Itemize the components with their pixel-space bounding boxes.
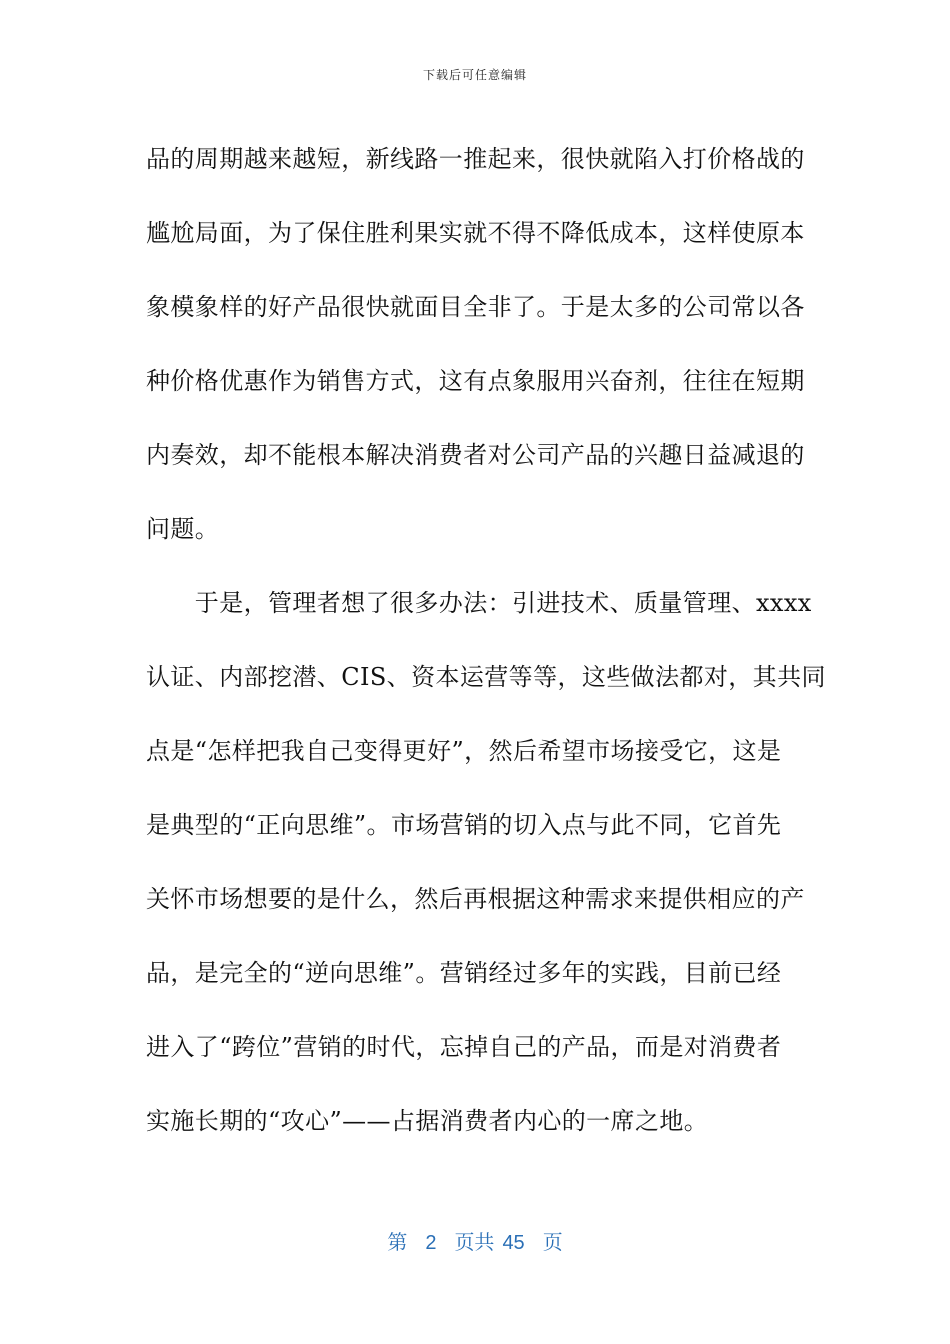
header-text: 下载后可任意编辑 — [422, 68, 527, 82]
footer-suffix: 页 — [542, 1232, 563, 1254]
footer-total-pages: 45 — [502, 1232, 525, 1254]
text-line: 认证、内部挖潜、CIS、资本运营等等，这些做法都对，其共同 — [146, 663, 826, 691]
text-line: 品，是完全的“逆向思维”。营销经过多年的实践，目前已经 — [146, 959, 782, 987]
page-header — [0, 66, 950, 83]
text-line: 品的周期越来越短，新线路一推起来，很快就陷入打价格战的 — [146, 145, 805, 173]
document-body — [146, 122, 826, 1158]
text-line: 尴尬局面，为了保住胜利果实就不得不降低成本，这样使原本 — [146, 219, 805, 247]
text-line: 内奏效，却不能根本解决消费者对公司产品的兴趣日益减退的 — [146, 441, 805, 469]
text-line: 种价格优惠作为销售方式，这有点象服用兴奋剂，往往在短期 — [146, 367, 805, 395]
text-line: 进入了“跨位”营销的时代，忘掉自己的产品，而是对消费者 — [146, 1033, 782, 1061]
text-line: 象模象样的好产品很快就面目全非了。于是太多的公司常以各 — [146, 293, 805, 321]
footer-middle: 页共 — [454, 1232, 495, 1254]
text-line: 点是“怎样把我自己变得更好”，然后希望市场接受它，这是 — [146, 737, 782, 765]
page-footer — [0, 1226, 950, 1255]
text-line: 关怀市场想要的是什么，然后再根据这种需求来提供相应的产 — [146, 885, 805, 913]
text-line: 是典型的“正向思维”。市场营销的切入点与此不同，它首先 — [146, 811, 782, 839]
text-line: 问题。 — [146, 515, 220, 543]
footer-page-number: 2 — [425, 1232, 437, 1254]
text-line: 于是，管理者想了很多办法：引进技术、质量管理、xxxx — [146, 589, 812, 617]
text-line: 实施长期的“攻心”——占据消费者内心的一席之地。 — [146, 1107, 709, 1135]
footer-prefix: 第 — [387, 1232, 408, 1254]
